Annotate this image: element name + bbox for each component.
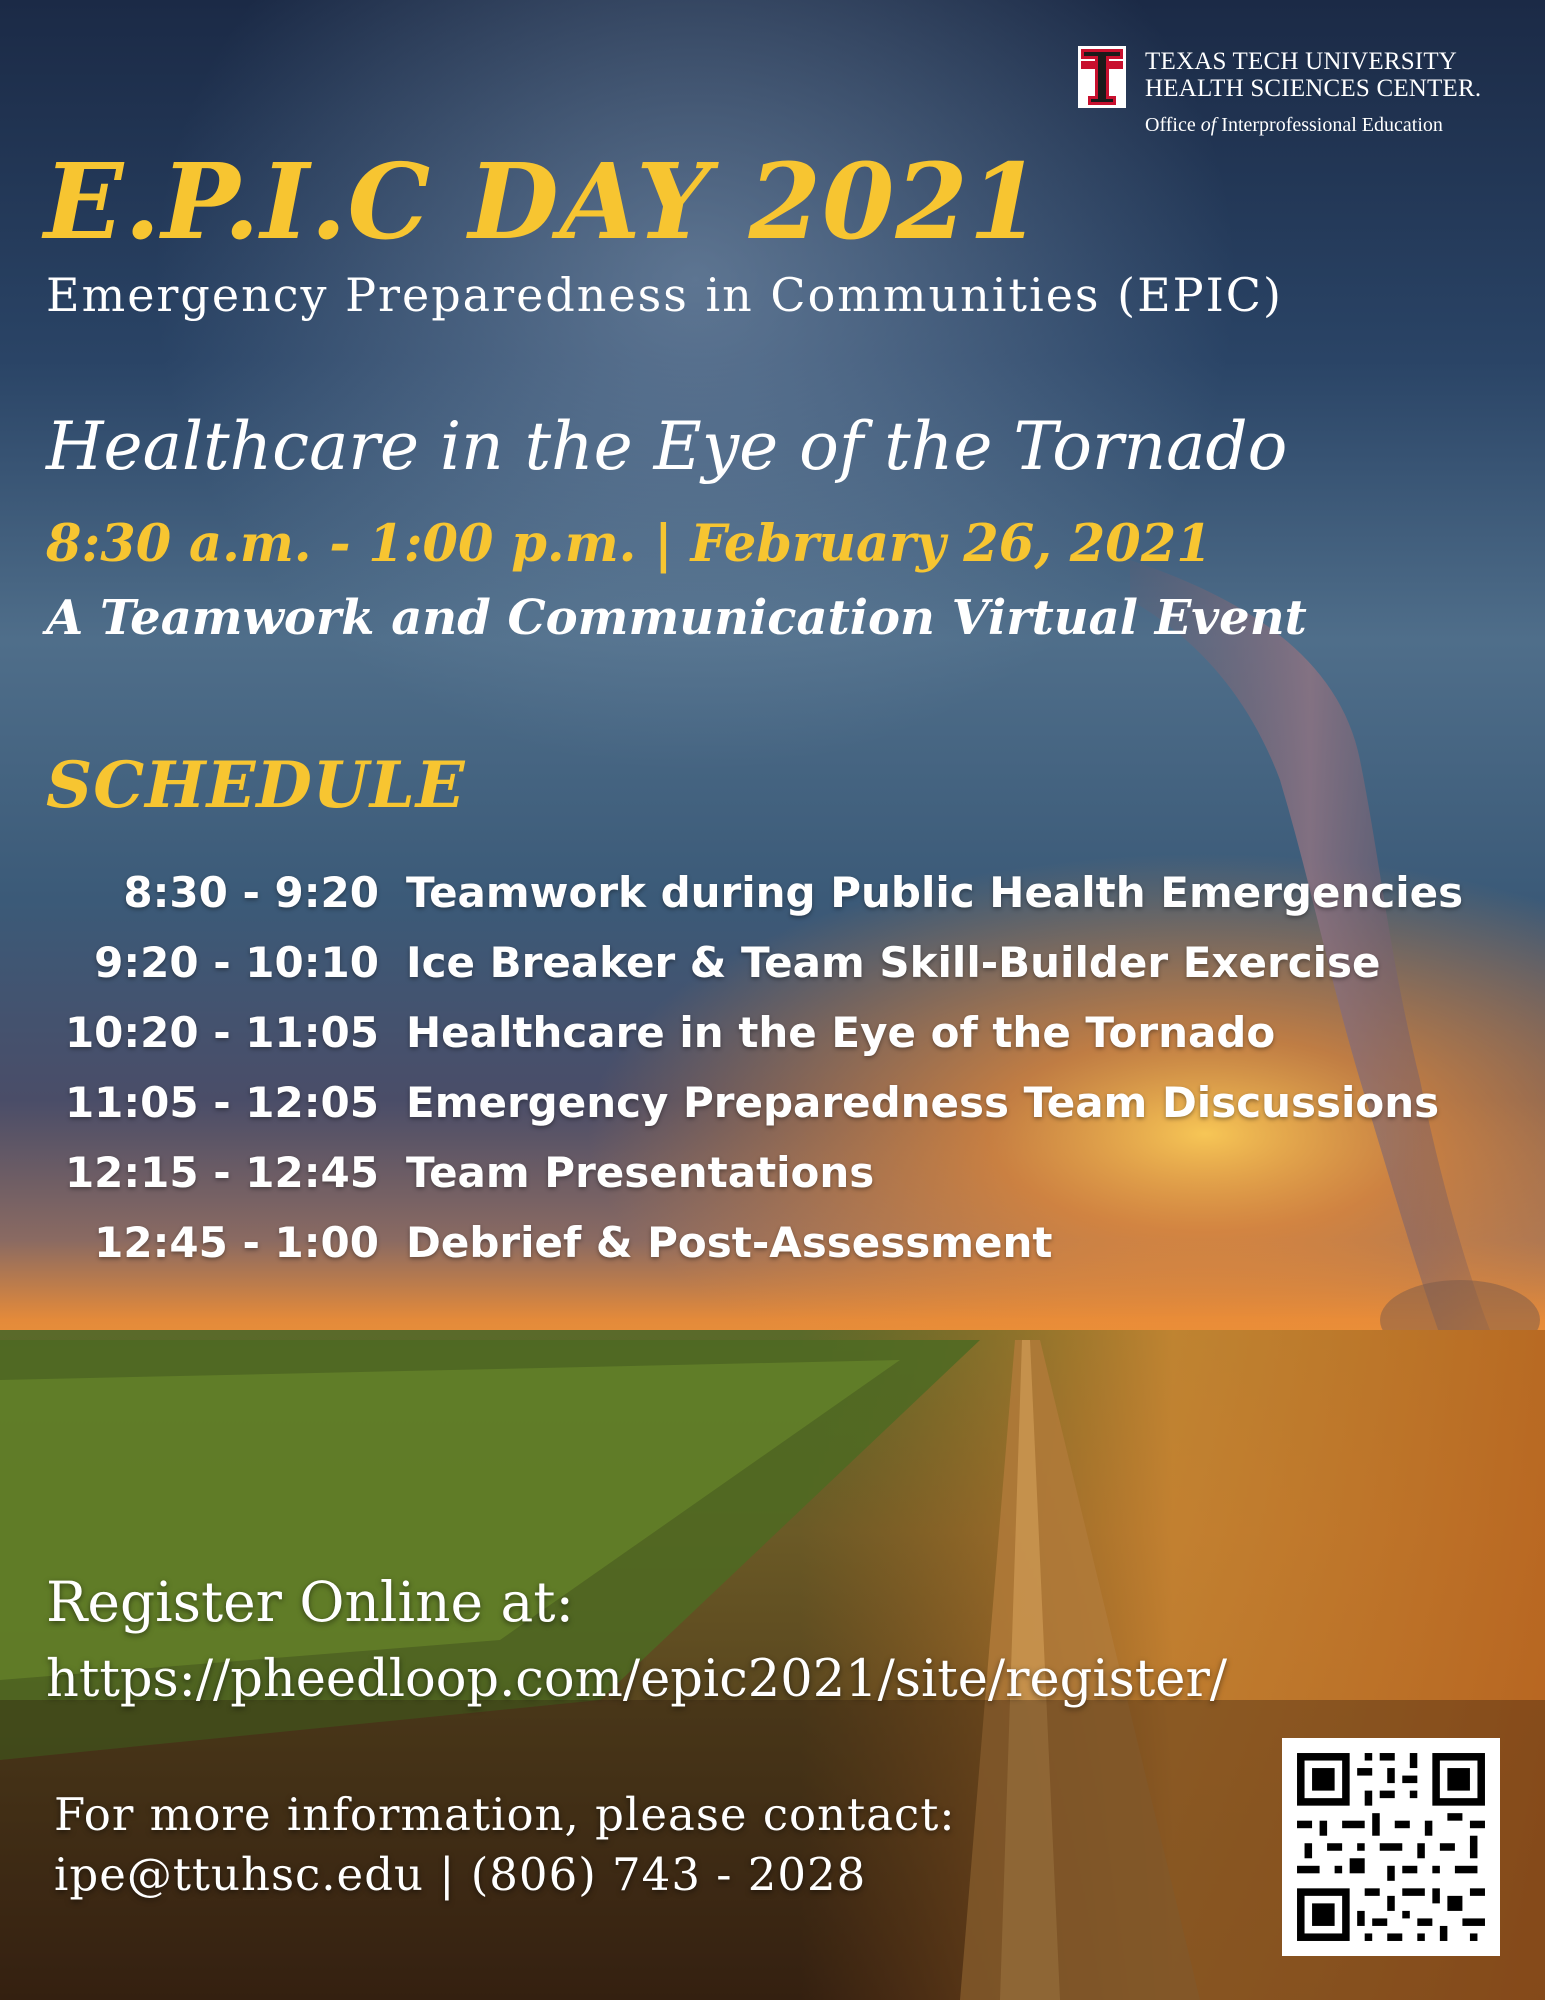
logo-office-name bbox=[1145, 114, 1443, 137]
logo-line-1: TEXAS TECH UNIVERSITY bbox=[1145, 48, 1458, 75]
logo-office-of: of bbox=[1200, 114, 1217, 136]
event-time-date: 8:30 a.m. - 1:00 p.m. | February 26, 2021 bbox=[46, 514, 1212, 574]
register-label: Register Online at: bbox=[46, 1570, 574, 1634]
logo-line-2: HEALTH SCIENCES CENTER. bbox=[1145, 75, 1482, 102]
schedule-title: Team Presentations bbox=[406, 1148, 875, 1197]
schedule-heading: SCHEDULE bbox=[46, 748, 466, 823]
schedule-title: Ice Breaker & Team Skill-Builder Exercise bbox=[406, 938, 1381, 987]
register-link[interactable]: https://pheedloop.com/epic2021/site/register/ bbox=[46, 1650, 1228, 1709]
event-type: A Teamwork and Communication Virtual Event bbox=[46, 590, 1307, 646]
event-title: E.P.I.C DAY 2021 bbox=[44, 140, 1043, 263]
schedule-list bbox=[0, 868, 1545, 1288]
double-t-logo-icon bbox=[1078, 46, 1126, 108]
schedule-title: Emergency Preparedness Team Discussions bbox=[406, 1078, 1440, 1127]
schedule-item bbox=[0, 1008, 1545, 1078]
event-subtitle: Emergency Preparedness in Communities (EPIC) bbox=[46, 268, 1283, 322]
schedule-item bbox=[0, 938, 1545, 1008]
schedule-time: 9:20 - 10:10 bbox=[94, 938, 379, 987]
schedule-item bbox=[0, 1218, 1545, 1288]
contact-email-phone: ipe@ttuhsc.edu | (806) 743 - 2028 bbox=[54, 1848, 867, 1901]
logo-office-pre: Office bbox=[1145, 114, 1201, 136]
event-tagline: Healthcare in the Eye of the Tornado bbox=[46, 408, 1288, 485]
qr-code-icon[interactable] bbox=[1282, 1738, 1500, 1956]
schedule-item bbox=[0, 1078, 1545, 1148]
schedule-time: 12:45 - 1:00 bbox=[94, 1218, 379, 1267]
schedule-time: 12:15 - 12:45 bbox=[64, 1148, 379, 1197]
contact-label: For more information, please contact: bbox=[54, 1788, 956, 1841]
schedule-time: 10:20 - 11:05 bbox=[64, 1008, 379, 1057]
schedule-title: Teamwork during Public Health Emergencies bbox=[406, 868, 1464, 917]
schedule-title: Healthcare in the Eye of the Tornado bbox=[406, 1008, 1276, 1057]
schedule-item bbox=[0, 868, 1545, 938]
schedule-item bbox=[0, 1148, 1545, 1218]
ttuhsc-logo bbox=[1078, 46, 1518, 142]
logo-office-post: Interprofessional Education bbox=[1216, 114, 1443, 136]
schedule-title: Debrief & Post-Assessment bbox=[406, 1218, 1053, 1267]
schedule-time: 8:30 - 9:20 bbox=[123, 868, 379, 917]
schedule-time: 11:05 - 12:05 bbox=[64, 1078, 379, 1127]
